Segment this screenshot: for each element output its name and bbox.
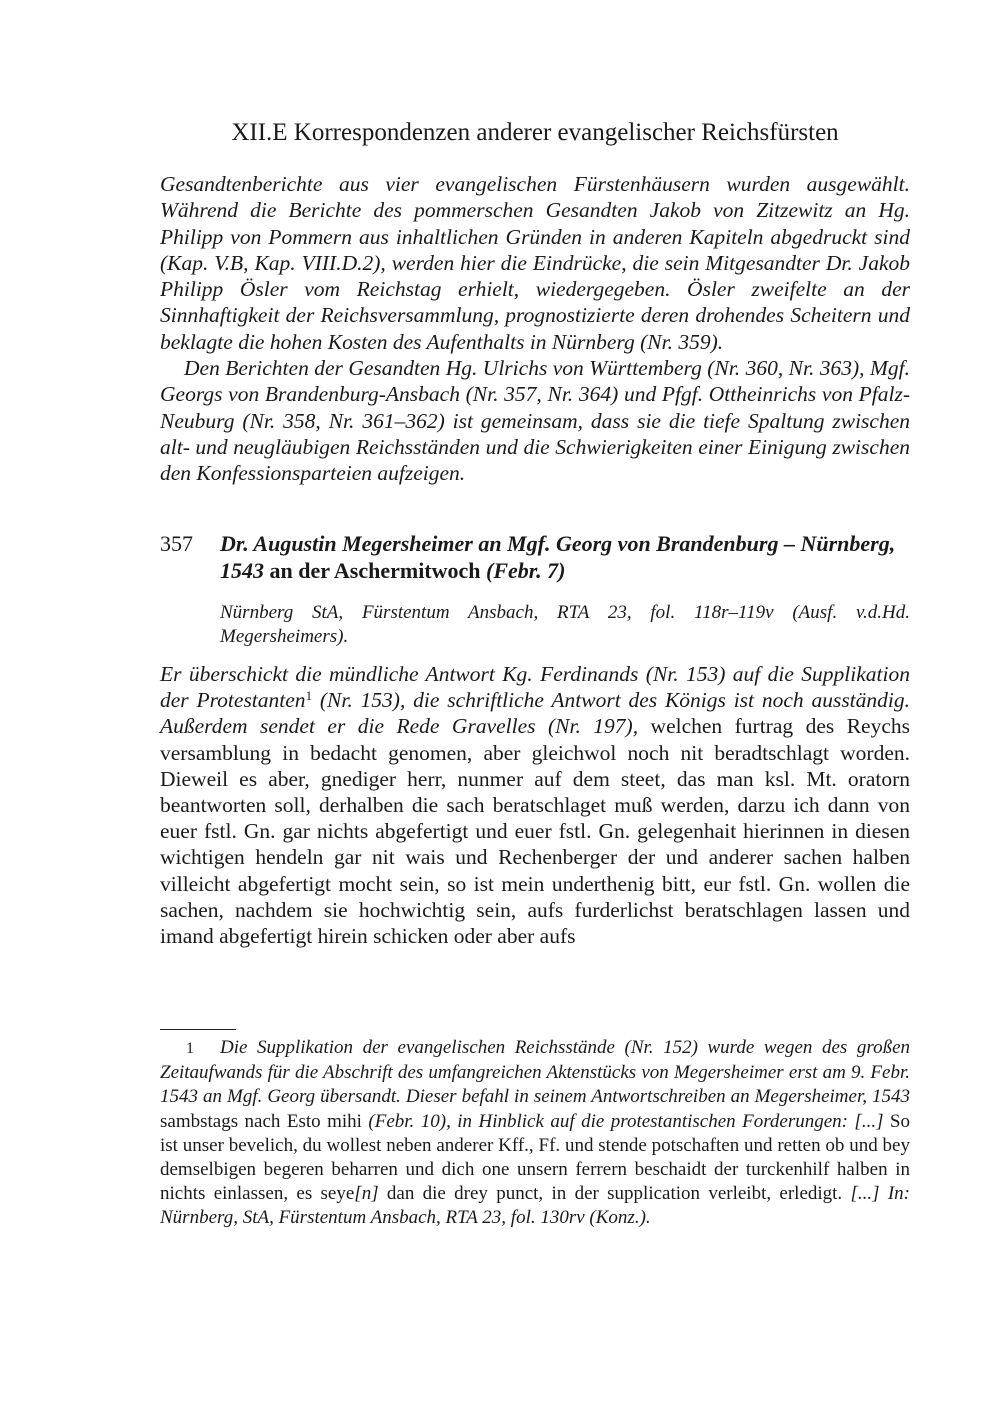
document-title-date: (Febr. 7) <box>486 558 566 583</box>
footnote-italic-d: [...] In: Nürnberg, StA, Fürstentum Ansbach, RTA 23, fol. 130rv (Konz.). <box>160 1183 910 1229</box>
summary-italic-a: Er überschickt die mündliche Antwort Kg. Ferdinands (Nr. 153) auf die Supplikation der Protestanten <box>160 662 910 713</box>
document-heading <box>160 530 910 584</box>
footnote-separator <box>160 1029 236 1030</box>
archival-source: Nürnberg StA, Fürstentum Ansbach, RTA 23, fol. 118r–119v (Ausf. v.d.Hd. Megersheimers). <box>220 602 910 647</box>
document-title <box>220 530 910 584</box>
document-body <box>160 661 910 949</box>
footnote-italic-a: Die Supplikation der evangelischen Reichsstände (Nr. 152) wurde wegen des großen Zeitaufwands für die Abschrift des umfangreichen Aktenstücks von Megersheimer erst am 9. Febr. 1543 an Mgf. Georg übersandt. Dieser befahl in seinem Antwortschreiben an Megersheimer, 1543 <box>160 1037 910 1108</box>
footnote-plain-c: dan die drey punct, in der supplication verleibt, erledigt. <box>378 1183 851 1205</box>
body-quoted-text: welchen furtrag des Reychs versamblung in bedacht genomen, aber gleichwol noch nit beradtschlagt worden. Dieweil es aber, gnediger herr, nunmer auf dem steet, das man ksl. Mt. oratorn beantworten soll, derhalben die sach beratschlaget muß werden, darzu ich dann von euer fstl. Gn. gar nichts abgefertigt und euer fstl. Gn. gelegenhait hierinnen in diesen wichtigen hendeln gar nit wais und Rechenberger der und anderer sachen halben villeicht abgefertigt mocht sein, so ist mein underthenig bitt, eur fstl. Gn. wollen die sachen, nachdem sie hochwichtig sein, aufs furderlichst beratschlagen lassen und imand abgefertigt hirein schicken oder aber aufs <box>160 714 910 949</box>
intro-paragraph-1: Gesandtenberichte aus vier evangelischen Fürstenhäusern wurden ausgewählt. Während die Berichte des pommerschen Gesandten Jakob von Zitzewitz an Hg. Philipp von Pommern aus inhaltlichen Gründen in anderen Kapiteln abgedruckt sind (Kap. V.B, Kap. VIII.D.2), werden hier die Eindrücke, die sein Mitgesandter Dr. Jakob Philipp Ösler vom Reichstag erhielt, wiedergegeben. Ösler zweifelte an der Sinnhaftigkeit der Reichsversammlung, prognostizierte deren drohendes Scheitern und beklagte die hohen Kosten des Aufenthalts in Nürnberg (Nr. 359). <box>160 172 910 354</box>
footnote-italic-b: (Febr. 10), in Hinblick auf die protestantischen Forderungen: [...] <box>368 1110 884 1132</box>
document-title-plain: an der Aschermitwoch <box>264 558 487 583</box>
footnote-italic-c: [n] <box>354 1183 379 1205</box>
footnote-plain-b: So ist unser bevelich, du wollest neben anderer Kff., Ff. und stende potschaften und retten ob und bey demselbigen begeren beharren und dich one unsern ferrern beschaidt der turckenhilf halben in nichts einlassen, es seye <box>160 1110 910 1205</box>
chapter-introduction <box>160 171 910 487</box>
footnote-number: 1 <box>186 1040 194 1057</box>
intro-paragraph-2: Den Berichten der Gesandten Hg. Ulrichs von Württemberg (Nr. 360, Nr. 363), Mgf. Georgs von Brandenburg-Ansbach (Nr. 357, Nr. 364) und Pfgf. Ottheinrichs von Pfalz-Neuburg (Nr. 358, Nr. 361–362) ist gemeinsam, dass sie die tiefe Spaltung zwischen alt- und neugläubigen Reichsständen und die Schwierigkeiten einer Einigung zwischen den Konfessionsparteien aufzeigen. <box>160 356 910 486</box>
footnote <box>160 1036 910 1231</box>
document-title-italic: Dr. Augustin Megersheimer an Mgf. Georg von Brandenburg – Nürnberg, 1543 <box>220 531 896 583</box>
running-header: XII.E Korrespondenzen anderer evangelischer Reichsfürsten <box>231 119 839 146</box>
summary-italic-b: (Nr. 153), die schriftliche Antwort des Königs ist noch ausständig. Außerdem sendet er die Rede Gravelles (Nr. 197), <box>160 688 911 739</box>
footnote-plain-a: sambstags nach Esto mihi <box>160 1110 369 1132</box>
document-number: 357 <box>160 531 193 556</box>
footnote-reference: 1 <box>305 688 313 704</box>
